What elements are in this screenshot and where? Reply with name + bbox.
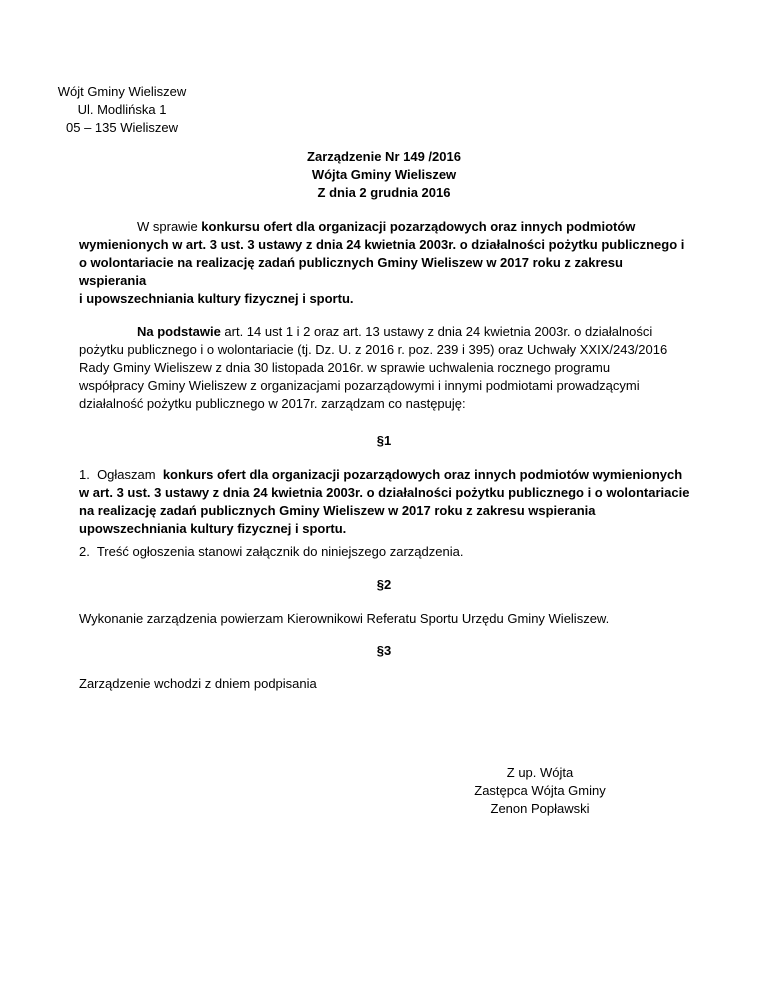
sender-postal: 05 – 135 Wieliszew [66,120,178,135]
item1-bold-4: upowszechniania kultury fizycznej i sportu. [79,521,347,536]
signature-line-2: Zastępca Wójta Gminy [474,783,606,798]
item1-bold-2: w art. 3 ust. 3 ustawy z dnia 24 kwietnia 2003r. o działalności pożytku publicznego i o wolontariacie [79,485,690,500]
basis-line-3: Rady Gminy Wieliszew z dnia 30 listopada 2016r. w sprawie uchwalenia rocznego programu [79,360,611,375]
item1-bold-3: na realizację zadań publicznych Gminy Wieliszew w 2017 roku z zakresu wspierania [79,503,596,518]
title-date: Z dnia 2 grudnia 2016 [317,185,451,200]
basis-line-2: pożytku publicznego i o wolontariacie (tj. Dz. U. z 2016 r. poz. 239 i 395) oraz Uchwały XXIX/243/2016 [79,342,668,357]
section-2-heading: §2 [376,577,392,592]
basis-line-4: współpracy Gminy Wieliszew z organizacjami pozarządowymi i innymi podmiotami prowadzącymi [79,378,640,393]
basis-prefix: Na podstawie [137,324,221,339]
signature-line-1: Z up. Wójta [506,765,574,780]
basis-line-5: działalność pożytku publicznego w 2017r. zarządzam co następuję: [79,396,466,411]
sender-street: Ul. Modlińska 1 [77,102,167,117]
section-1-heading: §1 [376,433,392,448]
title-number: Zarządzenie Nr 149 /2016 [307,149,461,164]
legal-basis-paragraph [79,323,691,413]
signature-block [440,764,640,818]
sender-address [22,83,222,137]
subject-bold-2: wymienionych w art. 3 ust. 3 ustawy z dnia 24 kwietnia 2003r. o działalności pożytku publicznego i [79,237,685,252]
section-3-heading: §3 [376,643,392,658]
sender-name: Wójt Gminy Wieliszew [57,84,187,99]
subject-bold-3: o wolontariacie na realizację zadań publicznych Gminy Wieliszew w 2017 roku z zakresu wspierania [79,255,623,288]
title-issuer: Wójta Gminy Wieliszew [311,167,457,182]
subject-bold-1: konkursu ofert dla organizacji pozarządowych oraz innych podmiotów [201,219,636,234]
section-3-text: Zarządzenie wchodzi z dniem podpisania [79,676,317,691]
basis-line-1: art. 14 ust 1 i 2 oraz art. 13 ustawy z dnia 24 kwietnia 2003r. o działalności [220,324,653,339]
section-1-item-2: 2. Treść ogłoszenia stanowi załącznik do niniejszego zarządzenia. [79,544,464,559]
section-1-item-1 [79,466,691,538]
item1-prefix: 1. Ogłaszam [79,467,163,482]
item1-bold-1: konkurs ofert dla organizacji pozarządowych oraz innych podmiotów wymienionych [162,467,683,482]
document-title [0,148,768,202]
subject-bold-4: i upowszechniania kultury fizycznej i sportu. [79,291,354,306]
signature-name: Zenon Popławski [490,801,590,816]
subject-paragraph [79,218,691,308]
section-2-text: Wykonanie zarządzenia powierzam Kierownikowi Referatu Sportu Urzędu Gminy Wieliszew. [79,611,610,626]
subject-prefix: W sprawie [137,219,202,234]
